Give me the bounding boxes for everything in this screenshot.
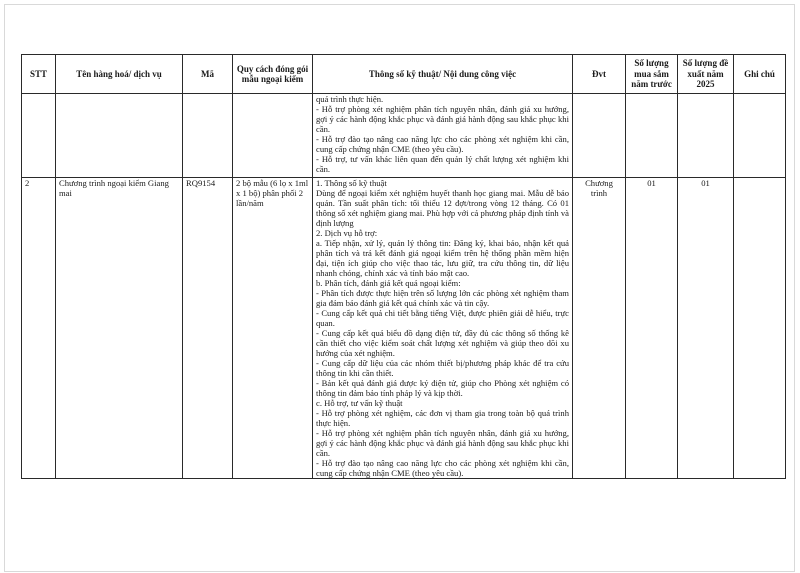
cell-note [734, 94, 786, 178]
spec-line: - Hỗ trợ phòng xét nghiệm phân tích nguyên nhân, đánh giá xu hướng, gợi ý các hành động khắc phục và đánh giá hành động sau khắc phục khi cần. [316, 428, 569, 458]
specification-table [21, 54, 786, 479]
cell-code [183, 94, 233, 178]
spec-line: - Hỗ trợ phòng xét nghiệm phân tích nguyên nhân, đánh giá xu hướng, gợi ý các hành động khắc phục và đánh giá hành động sau khắc phục khi cần. [316, 104, 569, 134]
table-row-2 [22, 178, 786, 479]
header-name: Tên hàng hoá/ dịch vụ [56, 55, 183, 94]
table-row-continued [22, 94, 786, 178]
header-packaging: Quy cách đóng gói mẫu ngoại kiểm [233, 55, 313, 94]
spec-line: quá trình thực hiện. [316, 94, 384, 104]
spec-line: Dùng để ngoại kiểm xét nghiệm huyết thanh học giang mai. Mẫu dễ bảo quản. Tần suất phân tích: tối thiểu 12 đợt/trong vòng 12 tháng. Có 01 thông số xét nghiệm giang mai. Phù hợp với cả phương pháp định tính và định lượng [316, 188, 569, 228]
header-stt: STT [22, 55, 56, 94]
header-prev-qty: Số lượng mua sắm năm trước [626, 55, 678, 94]
cell-prev-qty: 01 [626, 178, 678, 479]
table-header-row [22, 55, 786, 94]
header-proposed-qty: Số lượng đề xuất năm 2025 [678, 55, 734, 94]
cell-code: RQ9154 [183, 178, 233, 479]
cell-packaging [233, 94, 313, 178]
cell-spec [313, 94, 573, 178]
spec-line: c. Hỗ trợ, tư vấn kỹ thuật [316, 398, 403, 408]
spec-line: - Cung cấp kết quả chi tiết bằng tiếng Việt, được phiên giải dễ hiểu, trực quan. [316, 308, 569, 328]
cell-spec [313, 178, 573, 479]
spec-line: - Phân tích được thực hiện trên số lượng lớn các phòng xét nghiệm tham gia đảm bảo đánh giá kết quả chính xác và tin cậy. [316, 288, 569, 308]
spec-line: a. Tiếp nhận, xử lý, quản lý thông tin: Đăng ký, khai báo, nhận kết quả phân tích và trả kết đánh giá ngoại kiểm trên hệ thống phần mềm hiện đại, tiện ích giúp cho việc thao tác, lưu giữ, tra cứu thông tin, dữ liệu nhanh chóng, chính xác và tính bảo mật cao. [316, 238, 569, 278]
cell-stt [22, 94, 56, 178]
cell-unit [573, 94, 626, 178]
spec-line: 1. Thông số kỹ thuật [316, 178, 387, 188]
spec-line: b. Phân tích, đánh giá kết quả ngoại kiểm: [316, 278, 461, 288]
cell-stt: 2 [22, 178, 56, 479]
header-code: Mã [183, 55, 233, 94]
cell-proposed-qty: 01 [678, 178, 734, 479]
cell-prev-qty [626, 94, 678, 178]
cell-proposed-qty [678, 94, 734, 178]
header-spec: Thông số kỹ thuật/ Nội dung công việc [313, 55, 573, 94]
header-note: Ghi chú [734, 55, 786, 94]
spec-line: - Bản kết quả đánh giá được ký điện tử, giúp cho Phòng xét nghiệm có thông tin đảm bảo tính pháp lý và kịp thời. [316, 378, 569, 398]
spec-line: - Hỗ trợ, tư vấn khác liên quan đến quản lý chất lượng xét nghiệm khi cần. [316, 154, 569, 174]
cell-packaging: 2 bộ mẫu (6 lọ x 1ml x 1 bộ) phân phối 2 lần/năm [233, 178, 313, 479]
header-unit: Đvt [573, 55, 626, 94]
spec-line: - Hỗ trợ đào tạo nâng cao năng lực cho các phòng xét nghiệm khi cần, cung cấp chứng nhận CME (theo yêu cầu). [316, 458, 569, 478]
cell-name: Chương trình ngoại kiểm Giang mai [56, 178, 183, 479]
spec-line: - Cung cấp dữ liệu của các nhóm thiết bị/phương pháp khác để tra cứu thông tin khi cần thiết. [316, 358, 569, 378]
spec-line: - Cung cấp kết quả biểu đồ dạng điện tử, đầy đủ các thông số thống kê cần thiết cho việc kiểm soát chất lượng xét nghiệm và giúp theo dõi xu hướng của xét nghiệm. [316, 328, 569, 358]
cell-unit: Chương trình [573, 178, 626, 479]
cell-name [56, 94, 183, 178]
spec-line: - Hỗ trợ phòng xét nghiệm, các đơn vị tham gia trong toàn bộ quá trình thực hiện. [316, 408, 569, 428]
spec-line: 2. Dịch vụ hỗ trợ: [316, 228, 378, 238]
spec-line: - Hỗ trợ đào tạo nâng cao năng lực cho các phòng xét nghiệm khi cần, cung cấp chứng nhận CME (theo yêu cầu). [316, 134, 569, 154]
cell-note [734, 178, 786, 479]
